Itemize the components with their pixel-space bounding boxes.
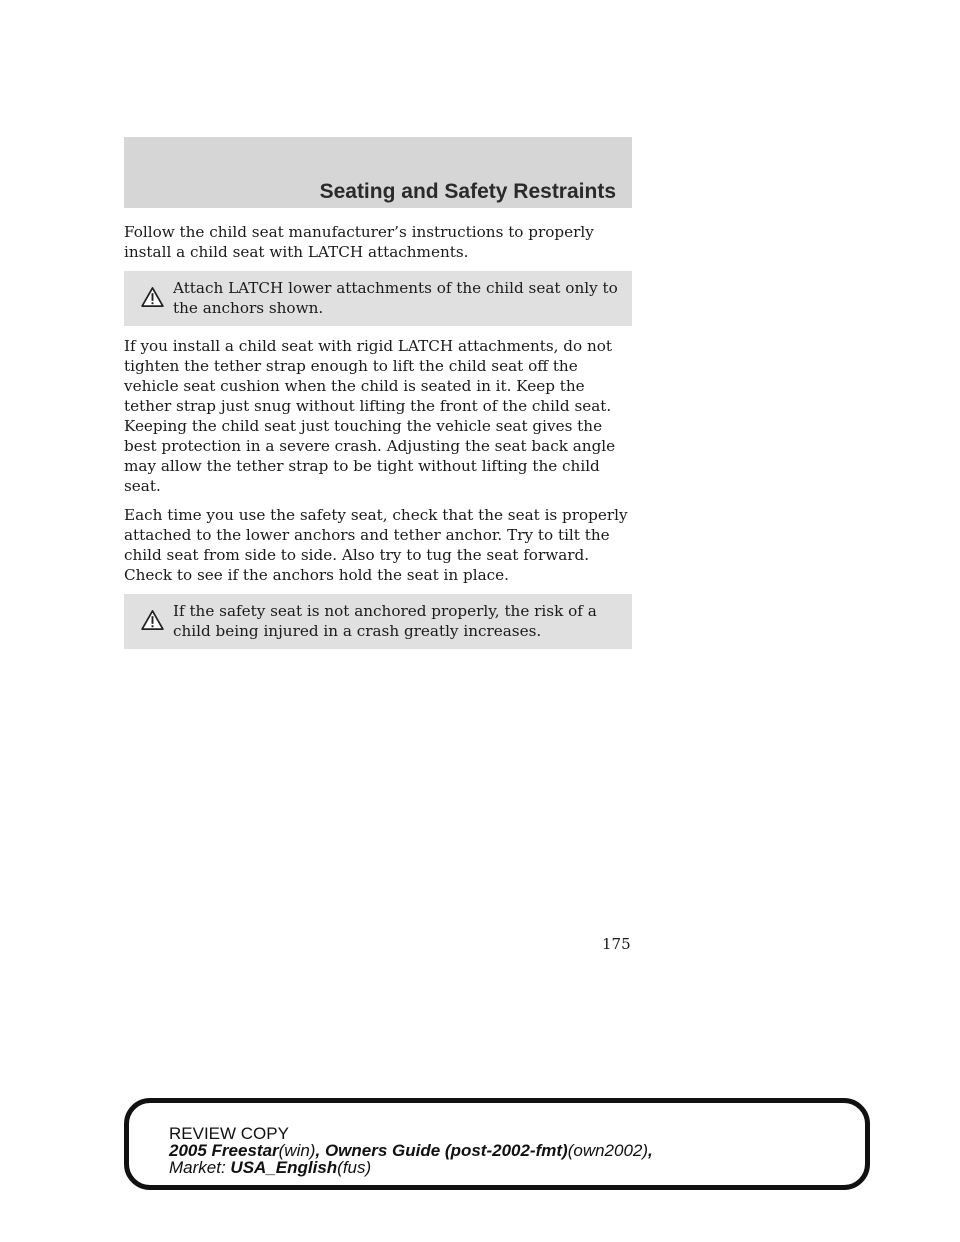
footer-vehicle-code: (win) bbox=[278, 1141, 316, 1160]
review-copy-footer bbox=[124, 1098, 870, 1190]
warning-triangle-icon bbox=[141, 286, 164, 308]
footer-document-line bbox=[169, 1142, 653, 1159]
footer-review-copy: REVIEW COPY bbox=[169, 1124, 289, 1143]
paragraph-latch-install: Follow the child seat manufacturer’s instructions to properly install a child seat with LATCH attachments. bbox=[124, 223, 594, 261]
paragraph-check-seat: Each time you use the safety seat, check that the seat is properly attached to the lower anchors and tether anchor. Try to tilt the child seat from side to side. Also try to tug the seat forward. Check to see if the anchors hold the seat in place. bbox=[124, 506, 628, 584]
warning-text-anchoring: If the safety seat is not anchored properly, the risk of a child being injured in a crash greatly increases. bbox=[173, 602, 597, 640]
footer-vehicle: 2005 Freestar bbox=[169, 1141, 279, 1160]
warning-text-lower-attachments: Attach LATCH lower attachments of the child seat only to the anchors shown. bbox=[173, 279, 618, 317]
footer-market: USA_English bbox=[230, 1158, 338, 1177]
footer-market-line bbox=[169, 1159, 653, 1176]
footer-guide-code: (own2002) bbox=[567, 1141, 649, 1160]
section-header-band bbox=[124, 137, 632, 208]
warning-box-anchoring bbox=[124, 594, 632, 649]
footer-market-label: Market: bbox=[169, 1158, 226, 1177]
section-title: Seating and Safety Restraints bbox=[319, 180, 616, 203]
page-content bbox=[124, 222, 632, 659]
footer-guide: Owners Guide (post-2002-fmt) bbox=[324, 1141, 568, 1160]
page-number: 175 bbox=[602, 935, 631, 953]
warning-box-lower-attachments bbox=[124, 271, 632, 326]
footer-text bbox=[169, 1125, 653, 1176]
paragraph-rigid-latch: If you install a child seat with rigid LATCH attachments, do not tighten the tether strap enough to lift the child seat off the vehicle seat cushion when the child is seated in it. Keep the tether strap just snug without lifting the front of the child seat. Keeping the child seat just touching the vehicle seat gives the best protection in a severe crash. Adjusting the seat back angle may allow the tether strap to be tight without lifting the child seat. bbox=[124, 337, 616, 495]
footer-separator: , bbox=[648, 1141, 653, 1160]
footer-market-code: (fus) bbox=[337, 1158, 372, 1177]
warning-triangle-icon bbox=[141, 609, 164, 631]
footer-separator: , bbox=[315, 1141, 325, 1160]
